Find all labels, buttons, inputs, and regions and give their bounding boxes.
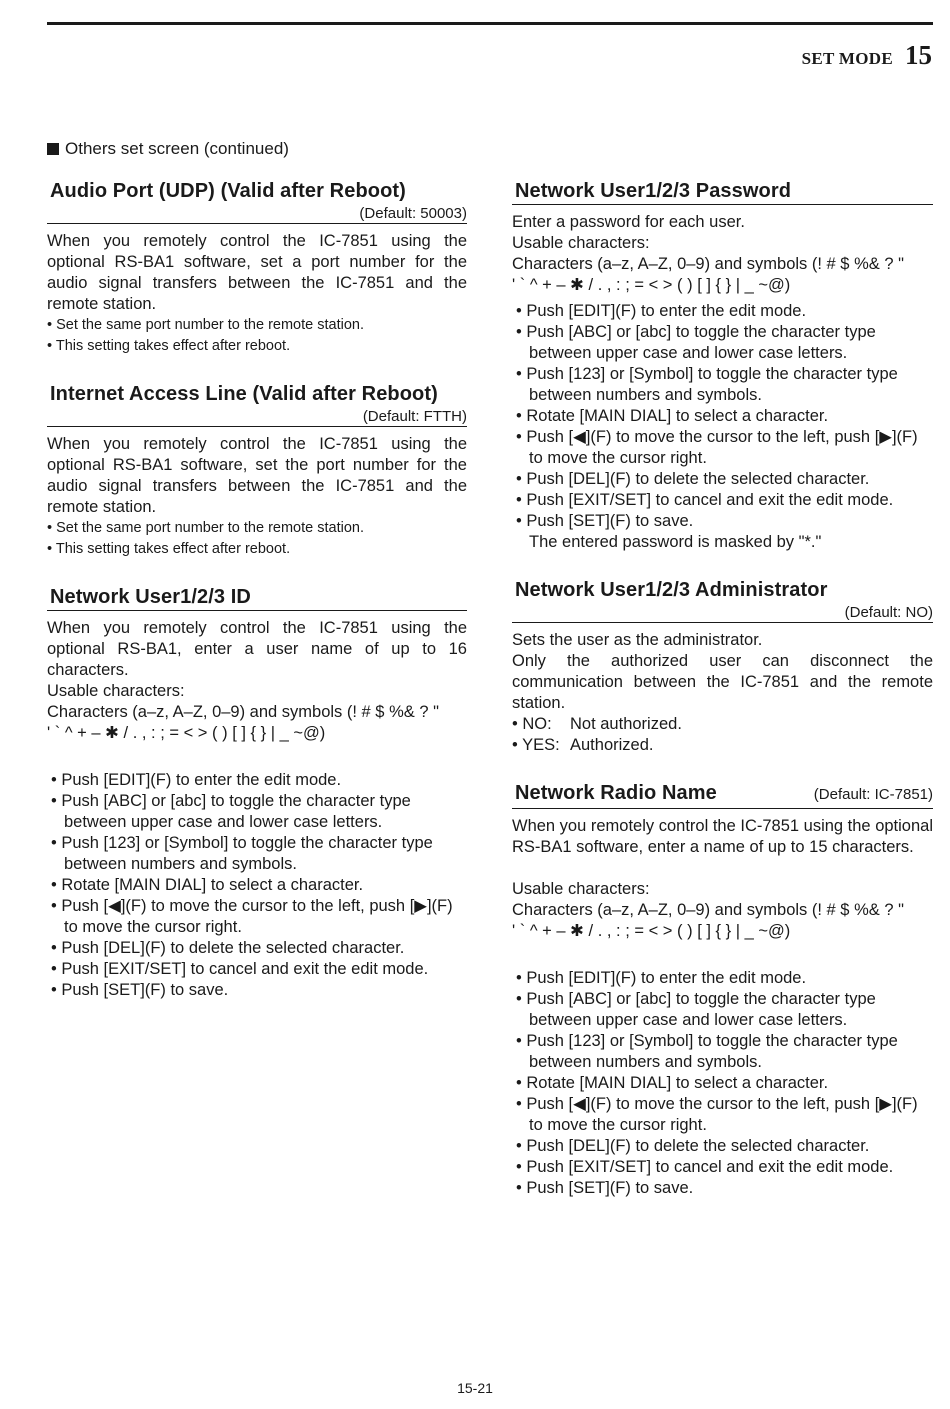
section-title: Network User1/2/3 Administrator [515,579,828,601]
section-header [47,584,467,611]
section-body [47,427,467,560]
chapter-number: 15 [905,40,932,70]
instruction-item: • Push [ABC] or [abc] to toggle the character type between upper case and lower case letters. [516,990,876,1029]
option-key: • NO: [512,715,552,733]
instruction-item: • Push [ABC] or [abc] to toggle the character type between upper case and lower case letters. [516,323,876,362]
section-header [47,381,467,427]
instruction-item: • Push [SET](F) to save. [51,981,229,999]
instruction-item: • Push [SET](F) to save. [516,512,694,530]
instruction-list [512,968,933,1199]
chapter-header [802,40,932,71]
section-title: Audio Port (UDP) (Valid after Reboot) [50,180,406,202]
usable-symbols: ' ` ^ + – ✱ / . , : ; = < > ( ) [ ] { } | _ ~@) [512,276,791,294]
section-body [47,611,467,1001]
section-description: When you remotely control the IC-7851 using the optional RS-BA1, enter a user name of up to 16 characters. [47,619,467,679]
option-key: • YES: [512,736,560,754]
instruction-item: • Rotate [MAIN DIAL] to select a character. [516,407,829,425]
instruction-item: • Push [DEL](F) to delete the selected character. [516,470,870,488]
page-subtitle-text: Others set screen (continued) [65,139,289,158]
usable-characters: Characters (a–z, A–Z, 0–9) and symbols (! # $ %& ? " [47,703,439,721]
note: • This setting takes effect after reboot. [47,541,291,557]
section-intro: Enter a password for each user. [512,213,745,231]
section-header [512,178,933,205]
note: • Set the same port number to the remote station. [47,317,364,333]
instruction-item: • Push [123] or [Symbol] to toggle the character type between numbers and symbols. [51,834,433,873]
usable-characters-label: Usable characters: [512,880,650,898]
instruction-item: • Rotate [MAIN DIAL] to select a character. [516,1074,829,1092]
section-description: Only the authorized user can disconnect the communication between the IC-7851 and the remote station. [512,652,933,712]
instruction-item: • Push [◀](F) to move the cursor to the left, push [▶](F) to move the cursor right. [51,897,453,936]
instruction-item: • Push [EDIT](F) to enter the edit mode. [51,771,342,789]
page-subtitle [47,139,289,159]
section-title: Network User1/2/3 ID [50,586,251,608]
instruction-item: • Rotate [MAIN DIAL] to select a character. [51,876,364,894]
chapter-title: SET MODE [801,49,893,68]
page-number: 15-21 [457,1380,493,1396]
section-administrator [512,577,933,756]
section-title: Network User1/2/3 Password [515,180,792,202]
instruction-item: • Push [123] or [Symbol] to toggle the character type between numbers and symbols. [516,365,898,404]
section-description: When you remotely control the IC-7851 using the optional RS-BA1 software, set a port number for the audio signal transfers between the IC-7851 and the remote station. [47,232,467,313]
instruction-item: • Push [EXIT/SET] to cancel and exit the edit mode. [516,491,894,509]
option-value: Authorized. [570,736,654,754]
section-user-id [47,584,467,1001]
note: • This setting takes effect after reboot. [47,338,291,354]
section-header [512,780,933,809]
note: • Set the same port number to the remote station. [47,520,364,536]
left-column [47,178,467,1025]
section-audio-port [47,178,467,357]
instruction-item: • Push [EXIT/SET] to cancel and exit the edit mode. [51,960,429,978]
section-description: When you remotely control the IC-7851 using the optional RS-BA1 software, set the port number for the audio signal transfers between the IC-7851 and the remote station. [47,435,467,516]
option-list [512,714,933,756]
usable-characters: Characters (a–z, A–Z, 0–9) and symbols (! # $ %& ? " [512,901,904,919]
section-description: When you remotely control the IC-7851 using the optional RS-BA1 software, enter a name of up to 15 characters. [512,817,933,856]
instruction-item: • Push [◀](F) to move the cursor to the left, push [▶](F) to move the cursor right. [516,428,918,467]
section-description: Sets the user as the administrator. [512,631,763,649]
instruction-item: • Push [DEL](F) to delete the selected character. [51,939,405,957]
section-title: Internet Access Line (Valid after Reboot) [50,383,438,405]
instruction-item: • Push [◀](F) to move the cursor to the left, push [▶](F) to move the cursor right. [516,1095,918,1134]
default-value: (Default: 50003) [359,205,467,222]
masked-note: The entered password is masked by "*." [529,533,822,551]
usable-characters-label: Usable characters: [512,234,650,252]
instruction-item: • Push [ABC] or [abc] to toggle the character type between upper case and lower case letters. [51,792,411,831]
instruction-list [512,301,933,532]
default-value: (Default: FTTH) [362,408,467,425]
section-internet-access-line [47,381,467,560]
instruction-item: • Push [123] or [Symbol] to toggle the character type between numbers and symbols. [516,1032,898,1071]
instruction-item: • Push [EDIT](F) to enter the edit mode. [516,969,807,987]
usable-characters: Characters (a–z, A–Z, 0–9) and symbols (! # $ %& ? " [512,255,904,273]
instruction-list [47,770,467,1001]
section-body [512,623,933,756]
instruction-item: • Push [SET](F) to save. [516,1179,694,1197]
default-value: (Default: NO) [844,604,933,621]
square-bullet-icon [47,143,59,155]
section-body [47,224,467,357]
section-title: Network Radio Name [515,782,717,804]
right-column [512,178,933,1223]
default-value: (Default: IC-7851) [813,786,933,803]
section-radio-name [512,780,933,1199]
instruction-item: • Push [EDIT](F) to enter the edit mode. [516,302,807,320]
instruction-item: • Push [DEL](F) to delete the selected character. [516,1137,870,1155]
usable-characters-label: Usable characters: [47,682,185,700]
section-header [512,577,933,623]
section-password [512,178,933,553]
usable-symbols: ' ` ^ + – ✱ / . , : ; = < > ( ) [ ] { } | _ ~@) [512,922,791,940]
section-body [512,809,933,1199]
usable-symbols: ' ` ^ + – ✱ / . , : ; = < > ( ) [ ] { } | _ ~@) [47,724,326,742]
section-header [47,178,467,224]
section-body [512,205,933,553]
top-rule [47,22,933,25]
instruction-item: • Push [EXIT/SET] to cancel and exit the edit mode. [516,1158,894,1176]
option-value: Not authorized. [570,715,682,733]
